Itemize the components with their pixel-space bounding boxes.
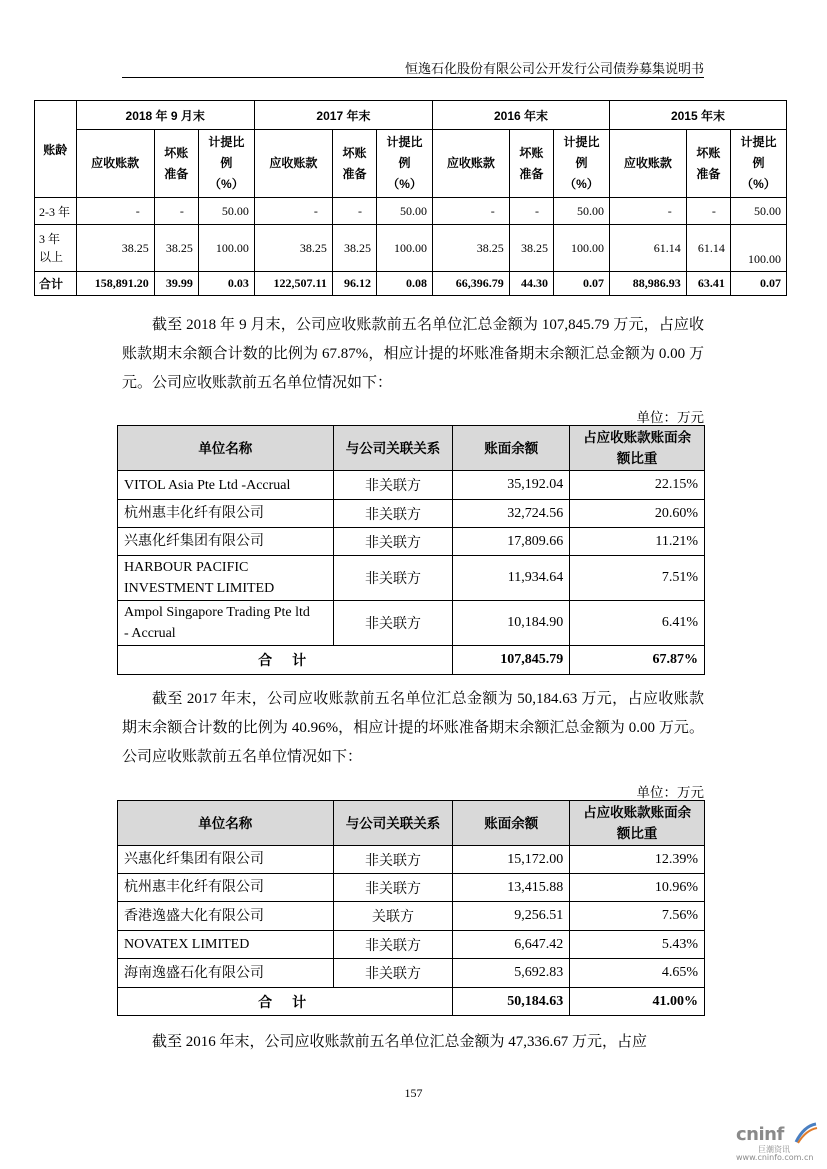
aging-cell: 61.14 xyxy=(686,225,730,272)
header-ratio: 占应收账款账面余 额比重 xyxy=(570,801,705,846)
aging-cell: - xyxy=(686,198,730,225)
top5-total-row xyxy=(118,988,705,1016)
company-name: 杭州惠丰化纤有限公司 xyxy=(118,874,334,902)
aging-cell: 61.14 xyxy=(609,225,686,272)
aging-cell: 122,507.11 xyxy=(254,272,332,296)
aging-column-label: 账龄 xyxy=(35,101,77,198)
aging-cell: 38.25 xyxy=(433,225,510,272)
top5-table-2018 xyxy=(117,425,705,675)
aging-row xyxy=(35,225,787,272)
aging-cell: 50.00 xyxy=(377,198,433,225)
relation-type: 非关联方 xyxy=(333,471,453,500)
book-balance: 10,184.90 xyxy=(453,601,570,646)
aging-cell: 50.00 xyxy=(730,198,786,225)
relation-type: 非关联方 xyxy=(333,874,453,902)
subheader-ratio: 计提比 例 （%） xyxy=(730,130,786,198)
period-header: 2016 年末 xyxy=(433,101,610,130)
top5-row xyxy=(118,959,705,988)
aging-cell: 38.25 xyxy=(76,225,154,272)
period-header: 2018 年 9 月末 xyxy=(76,101,254,130)
company-name: HARBOUR PACIFIC INVESTMENT LIMITED xyxy=(118,556,334,601)
subheader-allowance: 坏账 准备 xyxy=(509,130,553,198)
aging-cell: - xyxy=(76,198,154,225)
balance-ratio: 7.51% xyxy=(570,556,705,601)
aging-cell: - xyxy=(509,198,553,225)
top5-row xyxy=(118,471,705,500)
paragraph-2017: 截至 2017 年末，公司应收账款前五名单位汇总金额为 50,184.63 万元，占应收账款期末余额合计数的比例为 40.96%，相应计提的坏账准备期末余额汇总金额为 0.00 万元。公司应收账款前五名单位情况如下： xyxy=(122,691,704,765)
aging-cell: 39.99 xyxy=(154,272,198,296)
relation-type: 非关联方 xyxy=(333,601,453,646)
balance-ratio: 20.60% xyxy=(570,500,705,528)
subheader-ratio: 计提比 例 （%） xyxy=(553,130,609,198)
subheader-receivable: 应收账款 xyxy=(609,130,686,198)
aging-cell: 50.00 xyxy=(198,198,254,225)
logo-chinese-name: 巨潮资讯 xyxy=(758,1145,790,1154)
subheader-receivable: 应收账款 xyxy=(76,130,154,198)
period-header: 2015 年末 xyxy=(609,101,786,130)
relation-type: 非关联方 xyxy=(333,846,453,874)
page-number: 157 xyxy=(404,1086,423,1100)
logo-url: www.cninfo.com.cn xyxy=(736,1153,814,1162)
balance-ratio: 7.56% xyxy=(570,902,705,931)
book-balance: 35,192.04 xyxy=(453,471,570,500)
relation-type: 非关联方 xyxy=(333,556,453,601)
header-company-name: 单位名称 xyxy=(118,426,334,471)
header-company-name: 单位名称 xyxy=(118,801,334,846)
total-balance: 107,845.79 xyxy=(453,646,570,675)
total-label: 合计 xyxy=(118,988,453,1016)
book-balance: 13,415.88 xyxy=(453,874,570,902)
total-ratio: 41.00% xyxy=(570,988,705,1016)
top5-table-2017 xyxy=(117,800,705,1016)
aging-cell: 0.07 xyxy=(730,272,786,296)
header-relation: 与公司关联关系 xyxy=(333,801,453,846)
subheader-ratio: 计提比 例 （%） xyxy=(198,130,254,198)
subheader-receivable: 应收账款 xyxy=(254,130,332,198)
aging-cell: 100.00 xyxy=(730,225,786,272)
subheader-ratio: 计提比 例 （%） xyxy=(377,130,433,198)
company-name: 兴惠化纤集团有限公司 xyxy=(118,528,334,556)
aging-cell: 38.25 xyxy=(509,225,553,272)
aging-cell: 50.00 xyxy=(553,198,609,225)
book-balance: 6,647.42 xyxy=(453,931,570,959)
aging-cell: 88,986.93 xyxy=(609,272,686,296)
aging-cell: - xyxy=(332,198,376,225)
aging-row xyxy=(35,272,787,296)
header-divider xyxy=(122,77,704,78)
balance-ratio: 22.15% xyxy=(570,471,705,500)
top5-row xyxy=(118,528,705,556)
top5-row xyxy=(118,556,705,601)
company-name: 兴惠化纤集团有限公司 xyxy=(118,846,334,874)
aging-cell: 0.03 xyxy=(198,272,254,296)
relation-type: 非关联方 xyxy=(333,959,453,988)
aging-cell: 100.00 xyxy=(377,225,433,272)
subheader-allowance: 坏账 准备 xyxy=(686,130,730,198)
total-label: 合计 xyxy=(118,646,453,675)
aging-cell: 158,891.20 xyxy=(76,272,154,296)
aging-cell: 44.30 xyxy=(509,272,553,296)
top5-row xyxy=(118,931,705,959)
aging-row-label: 2-3 年 xyxy=(35,198,77,225)
book-balance: 32,724.56 xyxy=(453,500,570,528)
header-relation: 与公司关联关系 xyxy=(333,426,453,471)
aging-cell: 38.25 xyxy=(254,225,332,272)
page-header: 恒逸石化股份有限公司公开发行公司债券募集说明书 xyxy=(404,61,704,76)
period-header: 2017 年末 xyxy=(254,101,432,130)
book-balance: 15,172.00 xyxy=(453,846,570,874)
aging-cell: 100.00 xyxy=(553,225,609,272)
aging-cell: - xyxy=(154,198,198,225)
balance-ratio: 5.43% xyxy=(570,931,705,959)
top5-total-row xyxy=(118,646,705,675)
aging-cell: 0.07 xyxy=(553,272,609,296)
total-balance: 50,184.63 xyxy=(453,988,570,1016)
top5-row xyxy=(118,500,705,528)
subheader-allowance: 坏账 准备 xyxy=(154,130,198,198)
aging-cell: - xyxy=(254,198,332,225)
company-name: 海南逸盛石化有限公司 xyxy=(118,959,334,988)
book-balance: 5,692.83 xyxy=(453,959,570,988)
header-balance: 账面余额 xyxy=(453,801,570,846)
top5-row xyxy=(118,846,705,874)
aging-cell: 38.25 xyxy=(332,225,376,272)
aging-subheader-row xyxy=(35,130,787,198)
top5-row xyxy=(118,874,705,902)
balance-ratio: 12.39% xyxy=(570,846,705,874)
relation-type: 非关联方 xyxy=(333,500,453,528)
company-name: VITOL Asia Pte Ltd -Accrual xyxy=(118,471,334,500)
top5-row xyxy=(118,601,705,646)
book-balance: 17,809.66 xyxy=(453,528,570,556)
balance-ratio: 6.41% xyxy=(570,601,705,646)
aging-cell: - xyxy=(609,198,686,225)
aging-cell: 96.12 xyxy=(332,272,376,296)
aging-header-row xyxy=(35,101,787,130)
subheader-allowance: 坏账 准备 xyxy=(332,130,376,198)
balance-ratio: 11.21% xyxy=(570,528,705,556)
relation-type: 非关联方 xyxy=(333,931,453,959)
subheader-receivable: 应收账款 xyxy=(433,130,510,198)
balance-ratio: 4.65% xyxy=(570,959,705,988)
logo-wordmark: cninf xyxy=(736,1124,784,1145)
cninfo-logo xyxy=(736,1120,820,1160)
top5-row xyxy=(118,902,705,931)
book-balance: 9,256.51 xyxy=(453,902,570,931)
aging-cell: 0.08 xyxy=(377,272,433,296)
aging-cell: 66,396.79 xyxy=(433,272,510,296)
header-ratio: 占应收账款账面余 额比重 xyxy=(570,426,705,471)
company-name: 杭州惠丰化纤有限公司 xyxy=(118,500,334,528)
logo-swoosh-icon xyxy=(794,1122,818,1144)
aging-table xyxy=(34,100,787,296)
top5-header-row xyxy=(118,801,705,846)
unit-label: 单位：万元 xyxy=(636,410,704,425)
aging-row-label: 3 年 以上 xyxy=(35,225,77,272)
header-balance: 账面余额 xyxy=(453,426,570,471)
aging-cell: 63.41 xyxy=(686,272,730,296)
paragraph-2016: 截至 2016 年末，公司应收账款前五名单位汇总金额为 47,336.67 万元，占应 xyxy=(152,1034,648,1050)
relation-type: 关联方 xyxy=(333,902,453,931)
balance-ratio: 10.96% xyxy=(570,874,705,902)
aging-cell: 38.25 xyxy=(154,225,198,272)
aging-cell: - xyxy=(433,198,510,225)
book-balance: 11,934.64 xyxy=(453,556,570,601)
company-name: Ampol Singapore Trading Pte ltd - Accrual xyxy=(118,601,334,646)
company-name: 香港逸盛大化有限公司 xyxy=(118,902,334,931)
relation-type: 非关联方 xyxy=(333,528,453,556)
top5-header-row xyxy=(118,426,705,471)
paragraph-2018: 截至 2018 年 9 月末，公司应收账款前五名单位汇总金额为 107,845.79 万元，占应收账款期末余额合计数的比例为 67.87%，相应计提的坏账准备期末余额汇总金额为 0.00 万元。公司应收账款前五名单位情况如下： xyxy=(122,317,704,391)
unit-label: 单位：万元 xyxy=(636,785,704,800)
aging-cell: 100.00 xyxy=(198,225,254,272)
company-name: NOVATEX LIMITED xyxy=(118,931,334,959)
aging-row-label: 合计 xyxy=(35,272,77,296)
aging-row xyxy=(35,198,787,225)
total-ratio: 67.87% xyxy=(570,646,705,675)
